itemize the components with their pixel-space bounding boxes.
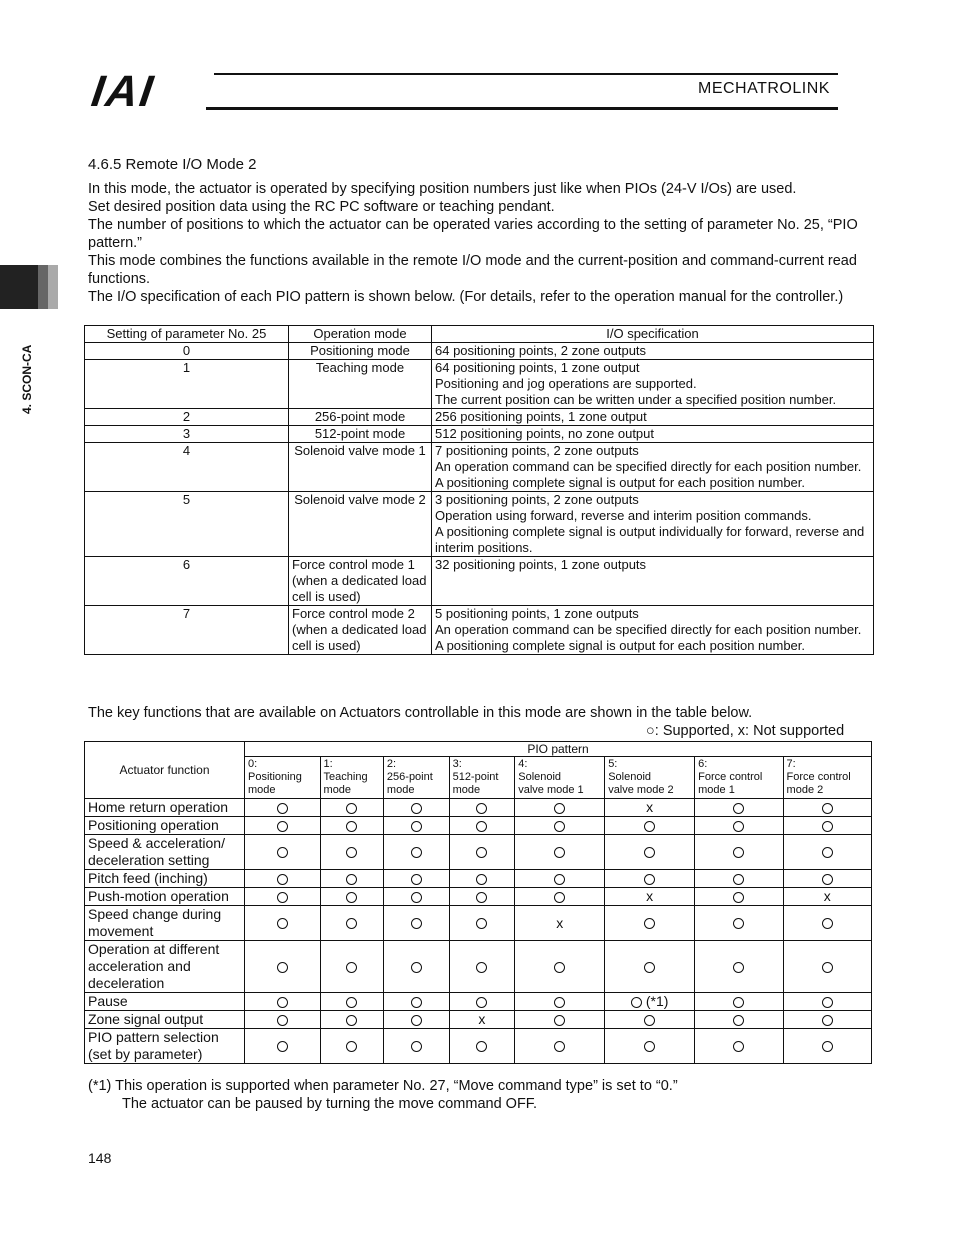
spec-line: 256 positioning points, 1 zone output — [435, 409, 647, 424]
pattern-header-line: Solenoid — [608, 771, 652, 783]
spec-line: An operation command can be specified directly for each position number. — [435, 622, 862, 637]
column-header: I/O specification — [432, 326, 874, 343]
supported-circle-icon — [411, 821, 422, 832]
pattern-header — [515, 757, 605, 799]
table-row — [85, 443, 874, 492]
supported-circle-icon — [733, 997, 744, 1008]
supported-circle-icon — [346, 803, 357, 814]
column-header: Setting of parameter No. 25 — [85, 326, 289, 343]
supported-cell — [449, 906, 515, 941]
supported-circle-icon — [644, 1041, 655, 1052]
key-functions-text: The key functions that are available on Actuators controllable in this mode are shown in the table below. — [88, 705, 753, 721]
spec-cell — [432, 343, 874, 360]
supported-circle-icon — [822, 821, 833, 832]
pio-pattern-table — [84, 325, 874, 655]
function-name: Home return operation — [85, 799, 245, 817]
table-row — [85, 426, 874, 443]
pattern-header-line: mode — [386, 784, 415, 796]
table-row — [85, 993, 872, 1011]
supported-circle-icon — [476, 962, 487, 973]
pio-pattern-header: PIO pattern — [245, 742, 872, 757]
supported-circle-icon — [411, 997, 422, 1008]
chapter-tab-shade — [38, 265, 48, 309]
supported-cell — [449, 817, 515, 835]
supported-cell — [515, 941, 605, 993]
supported-cell — [383, 817, 449, 835]
pattern-header-line: 512-point — [452, 771, 499, 783]
supported-cell — [695, 799, 783, 817]
function-name: Speed & acceleration/ deceleration setting — [85, 835, 245, 870]
unsupported-cell: x — [783, 888, 871, 906]
supported-circle-icon — [346, 1015, 357, 1026]
supported-circle-icon — [411, 874, 422, 885]
pattern-header-line: 3: — [452, 758, 462, 770]
supported-circle-icon — [554, 821, 565, 832]
supported-cell — [449, 835, 515, 870]
spec-line: 512 positioning points, no zone output — [435, 426, 655, 441]
spec-line: A positioning complete signal is output for each position number. — [435, 475, 806, 490]
header-rule-top — [214, 73, 838, 75]
supported-cell — [320, 817, 383, 835]
actuator-function-header: Actuator function — [85, 742, 245, 799]
supported-cell — [783, 817, 871, 835]
unsupported-cell: x — [515, 906, 605, 941]
table-row — [85, 941, 872, 993]
supported-circle-icon — [554, 803, 565, 814]
spec-line: 32 positioning points, 1 zone outputs — [435, 557, 647, 572]
supported-circle-icon — [411, 1015, 422, 1026]
spec-cell — [432, 606, 874, 655]
unsupported-cell: x — [605, 888, 695, 906]
pattern-header — [449, 757, 515, 799]
pattern-header-line: 5: — [608, 758, 618, 770]
intro-text — [88, 180, 868, 306]
supported-cell — [245, 906, 321, 941]
pattern-header-line: Positioning — [248, 771, 302, 783]
pattern-header-line: 256-point — [386, 771, 433, 783]
spec-line: A positioning complete signal is output for each position number. — [435, 638, 806, 653]
setting-cell: 7 — [85, 606, 289, 655]
supported-circle-icon — [277, 1015, 288, 1026]
supported-cell — [449, 1029, 515, 1064]
supported-circle-icon — [644, 874, 655, 885]
supported-cell — [449, 799, 515, 817]
supported-circle-icon — [644, 847, 655, 858]
pattern-header — [695, 757, 783, 799]
intro-line: In this mode, the actuator is operated by specifying position numbers just like when PIOs (24-V I/Os) are used. — [88, 181, 797, 197]
pattern-header-line: mode — [452, 784, 481, 796]
supported-circle-icon — [554, 847, 565, 858]
pio-table-body — [85, 343, 874, 655]
supported-cell — [320, 888, 383, 906]
pattern-header-line: 6: — [698, 758, 708, 770]
supported-circle-icon — [822, 874, 833, 885]
supported-cell — [245, 799, 321, 817]
table-row — [85, 409, 874, 426]
supported-cell — [783, 835, 871, 870]
table-row — [85, 906, 872, 941]
supported-circle-icon — [277, 874, 288, 885]
supported-circle-icon — [822, 962, 833, 973]
page-number: 148 — [88, 1150, 112, 1166]
supported-cell — [515, 1011, 605, 1029]
table-row — [85, 835, 872, 870]
supported-circle-icon — [476, 918, 487, 929]
pattern-header-line: 4: — [518, 758, 528, 770]
function-name: Positioning operation — [85, 817, 245, 835]
supported-cell — [605, 1011, 695, 1029]
supported-note-cell — [605, 993, 695, 1011]
spec-line: An operation command can be specified directly for each position number. — [435, 459, 862, 474]
pattern-header-line: valve mode 1 — [518, 784, 584, 796]
supported-cell — [605, 941, 695, 993]
supported-cell — [383, 835, 449, 870]
setting-cell: 3 — [85, 426, 289, 443]
mode-cell: Teaching mode — [289, 360, 432, 409]
supported-cell — [515, 817, 605, 835]
supported-circle-icon — [411, 847, 422, 858]
intro-line: The number of positions to which the actuator can be operated varies according to the setting of parameter No. 25, “PIO pattern.” — [88, 217, 858, 251]
supported-circle-icon — [411, 918, 422, 929]
supported-cell — [695, 817, 783, 835]
supported-circle-icon — [277, 821, 288, 832]
supported-circle-icon — [346, 997, 357, 1008]
supported-cell — [320, 1011, 383, 1029]
pattern-header-line: mode 2 — [786, 784, 824, 796]
supported-cell — [320, 870, 383, 888]
supported-cell — [449, 993, 515, 1011]
supported-circle-icon — [346, 821, 357, 832]
supported-cell — [245, 870, 321, 888]
supported-cell — [320, 941, 383, 993]
function-name: Pause — [85, 993, 245, 1011]
function-name: Zone signal output — [85, 1011, 245, 1029]
table-row — [85, 606, 874, 655]
supported-circle-icon — [822, 997, 833, 1008]
supported-circle-icon — [733, 1015, 744, 1026]
supported-circle-icon — [346, 1041, 357, 1052]
supported-cell — [245, 1029, 321, 1064]
spec-cell — [432, 557, 874, 606]
chapter-tab-shade-light — [48, 265, 58, 309]
supported-circle-icon — [554, 1015, 565, 1026]
table-row — [85, 1029, 872, 1064]
footnote-line: The actuator can be paused by turning the move command OFF. — [122, 1096, 538, 1112]
supported-cell — [383, 799, 449, 817]
setting-cell: 6 — [85, 557, 289, 606]
pattern-header-line: 0: — [248, 758, 258, 770]
supported-circle-icon — [346, 892, 357, 903]
supported-circle-icon — [644, 1015, 655, 1026]
supported-cell — [605, 870, 695, 888]
supported-circle-icon — [411, 803, 422, 814]
supported-cell — [783, 1011, 871, 1029]
supported-circle-icon — [733, 962, 744, 973]
supported-circle-icon — [554, 1041, 565, 1052]
table-row — [85, 817, 872, 835]
setting-cell: 1 — [85, 360, 289, 409]
pattern-header-line: Teaching — [323, 771, 368, 783]
pattern-header — [383, 757, 449, 799]
supported-circle-icon — [822, 803, 833, 814]
supported-cell — [383, 906, 449, 941]
spec-cell — [432, 443, 874, 492]
supported-circle-icon — [733, 1041, 744, 1052]
pattern-header — [320, 757, 383, 799]
supported-circle-icon — [277, 962, 288, 973]
supported-cell — [320, 906, 383, 941]
pattern-header-line: 2: — [386, 758, 397, 770]
supported-circle-icon — [554, 997, 565, 1008]
supported-circle-icon — [733, 803, 744, 814]
supported-circle-icon — [476, 821, 487, 832]
supported-circle-icon — [277, 1041, 288, 1052]
supported-cell — [449, 941, 515, 993]
supported-cell — [695, 1029, 783, 1064]
supported-circle-icon — [822, 1015, 833, 1026]
supported-cell — [383, 870, 449, 888]
supported-cell — [383, 993, 449, 1011]
supported-cell — [605, 1029, 695, 1064]
intro-line: Set desired position data using the RC PC software or teaching pendant. — [88, 199, 555, 215]
supported-cell — [449, 888, 515, 906]
supported-circle-icon — [476, 997, 487, 1008]
supported-cell — [245, 1011, 321, 1029]
supported-cell — [245, 993, 321, 1011]
spec-line: The current position can be written under a specified position number. — [435, 392, 837, 407]
supported-circle-icon — [733, 847, 744, 858]
supported-cell — [783, 941, 871, 993]
supported-cell — [695, 888, 783, 906]
spec-cell — [432, 492, 874, 557]
spec-line: 7 positioning points, 2 zone outputs — [435, 443, 639, 458]
supported-cell — [449, 870, 515, 888]
function-name: PIO pattern selection (set by parameter) — [85, 1029, 245, 1064]
pattern-header-line: Force control — [786, 771, 851, 783]
function-name: Operation at different acceleration and deceleration — [85, 941, 245, 993]
supported-circle-icon — [822, 847, 833, 858]
footnote-line: (*1) This operation is supported when parameter No. 27, “Move command type” is set to “0.” — [88, 1078, 678, 1094]
supported-circle-icon — [277, 997, 288, 1008]
pattern-header — [245, 757, 321, 799]
table-row — [85, 1011, 872, 1029]
section-title: 4.6.5 Remote I/O Mode 2 — [88, 156, 257, 173]
supported-circle-icon — [476, 874, 487, 885]
supported-cell — [320, 1029, 383, 1064]
pattern-header — [783, 757, 871, 799]
supported-circle-icon — [277, 918, 288, 929]
spec-line: 64 positioning points, 1 zone output — [435, 360, 640, 375]
function-name: Speed change during movement — [85, 906, 245, 941]
pattern-header-line: 1: — [323, 758, 333, 770]
supported-cell — [695, 870, 783, 888]
column-header: Operation mode — [289, 326, 432, 343]
setting-cell: 5 — [85, 492, 289, 557]
spec-line: 5 positioning points, 1 zone outputs — [435, 606, 639, 621]
table-row — [85, 799, 872, 817]
supported-cell — [245, 888, 321, 906]
supported-circle-icon — [733, 821, 744, 832]
mode-cell: 256-point mode — [289, 409, 432, 426]
iai-logo: IAI — [88, 67, 158, 116]
supported-cell — [383, 1029, 449, 1064]
supported-circle-icon — [554, 892, 565, 903]
spec-line: A positioning complete signal is output individually for forward, reverse and interim positions. — [435, 524, 865, 555]
pattern-header-line: 7: — [786, 758, 796, 770]
supported-cell — [245, 941, 321, 993]
setting-cell: 0 — [85, 343, 289, 360]
supported-circle-icon — [644, 821, 655, 832]
supported-circle-icon — [346, 918, 357, 929]
supported-cell — [783, 993, 871, 1011]
supported-cell — [695, 941, 783, 993]
supported-circle-icon — [346, 847, 357, 858]
footnote — [88, 1077, 678, 1113]
supported-cell — [515, 888, 605, 906]
supported-cell — [515, 870, 605, 888]
table-row — [85, 360, 874, 409]
supported-circle-icon — [554, 874, 565, 885]
spec-line: Operation using forward, reverse and interim position commands. — [435, 508, 812, 523]
supported-cell — [783, 906, 871, 941]
spec-cell — [432, 360, 874, 409]
header-title: MECHATROLINK — [698, 80, 830, 97]
table-row — [85, 870, 872, 888]
intro-line: This mode combines the functions available in the remote I/O mode and the current-position and command-current read functions. — [88, 253, 857, 287]
supported-circle-icon — [476, 847, 487, 858]
supported-cell — [320, 993, 383, 1011]
supported-circle-icon — [644, 918, 655, 929]
pattern-header-line: Force control — [698, 771, 763, 783]
supported-circle-icon — [476, 1041, 487, 1052]
supported-cell — [515, 993, 605, 1011]
function-table-body — [85, 799, 872, 1064]
supported-cell — [515, 799, 605, 817]
supported-cell — [245, 835, 321, 870]
header-rule-bottom — [206, 107, 838, 110]
supported-cell — [245, 817, 321, 835]
chapter-label: 4. SCON-CA — [20, 344, 34, 414]
supported-circle-icon — [631, 997, 642, 1008]
supported-cell — [695, 1011, 783, 1029]
supported-cell — [695, 993, 783, 1011]
supported-cell — [383, 888, 449, 906]
supported-circle-icon — [346, 962, 357, 973]
supported-cell — [383, 941, 449, 993]
setting-cell: 2 — [85, 409, 289, 426]
supported-circle-icon — [277, 847, 288, 858]
supported-circle-icon — [822, 918, 833, 929]
supported-circle-icon — [733, 892, 744, 903]
supported-cell — [783, 799, 871, 817]
spec-cell — [432, 426, 874, 443]
supported-cell — [605, 906, 695, 941]
function-name: Pitch feed (inching) — [85, 870, 245, 888]
supported-cell — [515, 835, 605, 870]
supported-circle-icon — [733, 918, 744, 929]
supported-circle-icon — [554, 962, 565, 973]
supported-circle-icon — [733, 874, 744, 885]
supported-circle-icon — [822, 1041, 833, 1052]
setting-cell: 4 — [85, 443, 289, 492]
supported-cell — [320, 799, 383, 817]
table-row — [85, 557, 874, 606]
pattern-header-line: mode 1 — [698, 784, 735, 796]
supported-circle-icon — [411, 1041, 422, 1052]
unsupported-cell: x — [605, 799, 695, 817]
function-name: Push-motion operation — [85, 888, 245, 906]
mode-cell: Solenoid valve mode 2 — [289, 492, 432, 557]
supported-cell — [695, 906, 783, 941]
supported-circle-icon — [476, 892, 487, 903]
supported-cell — [605, 817, 695, 835]
supported-cell — [515, 1029, 605, 1064]
supported-circle-icon — [277, 892, 288, 903]
mode-cell: 512-point mode — [289, 426, 432, 443]
supported-circle-icon — [411, 962, 422, 973]
pattern-header — [605, 757, 695, 799]
supported-circle-icon — [277, 803, 288, 814]
supported-circle-icon — [476, 803, 487, 814]
supported-cell — [695, 835, 783, 870]
table-row — [85, 888, 872, 906]
supported-cell — [605, 835, 695, 870]
pattern-header-line: Solenoid — [518, 771, 562, 783]
table-row — [85, 492, 874, 557]
legend: ○: Supported, x: Not supported — [646, 723, 845, 739]
supported-circle-icon — [644, 962, 655, 973]
intro-line: The I/O specification of each PIO pattern is shown below. (For details, refer to the operation manual for the controller.) — [88, 289, 844, 305]
supported-cell — [383, 1011, 449, 1029]
supported-circle-icon — [346, 874, 357, 885]
supported-cell — [320, 835, 383, 870]
mode-cell: Force control mode 2 (when a dedicated load cell is used) — [289, 606, 432, 655]
spec-line: 64 positioning points, 2 zone outputs — [435, 343, 647, 358]
spec-cell — [432, 409, 874, 426]
mode-cell: Solenoid valve mode 1 — [289, 443, 432, 492]
supported-cell — [783, 1029, 871, 1064]
supported-cell — [783, 870, 871, 888]
function-support-table — [84, 741, 872, 1064]
pattern-header-line: valve mode 2 — [608, 784, 674, 796]
unsupported-cell: x — [449, 1011, 515, 1029]
note-ref: (*1) — [641, 993, 669, 1009]
table-row — [85, 343, 874, 360]
spec-line: Positioning and jog operations are supported. — [435, 376, 697, 391]
pattern-header-line: mode — [248, 784, 276, 796]
chapter-tab-marker — [0, 265, 38, 309]
mode-cell: Positioning mode — [289, 343, 432, 360]
pattern-header-line: mode — [323, 784, 352, 796]
spec-line: 3 positioning points, 2 zone outputs — [435, 492, 639, 507]
supported-circle-icon — [411, 892, 422, 903]
mode-cell: Force control mode 1 (when a dedicated load cell is used) — [289, 557, 432, 606]
